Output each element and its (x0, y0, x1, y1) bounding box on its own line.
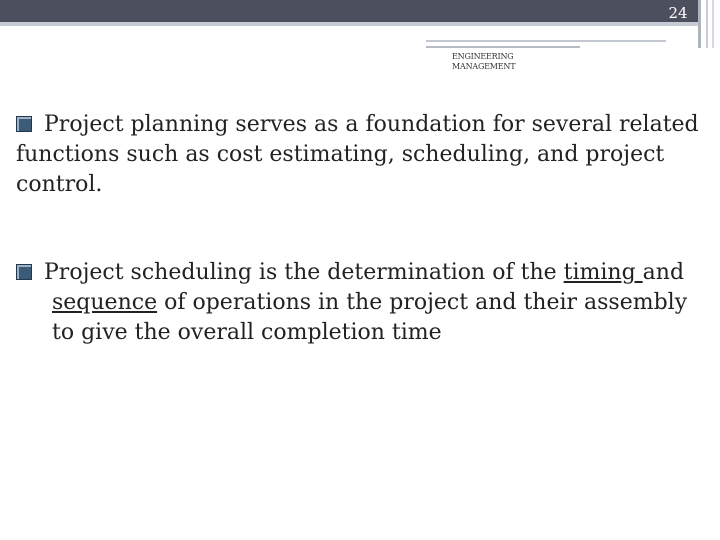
bullet-item-scheduling (16, 258, 712, 348)
header-label: ENGINEERING MANAGEMENT (452, 52, 516, 71)
header-accent-bar (0, 22, 698, 26)
checkbox-bullet-icon (16, 264, 32, 280)
header-vertical-rule-2 (706, 0, 708, 48)
bullet-text-part3: of operations in the project and their assembly to give the overall completion time (52, 290, 688, 345)
header-vertical-rule-3 (712, 0, 714, 48)
bullet-item-planning (16, 110, 706, 200)
header-vertical-rule (698, 0, 701, 48)
bullet-text-part1: Project scheduling is the determination of the (44, 260, 564, 285)
bullet-text: Project planning serves as a foundation for several related functions such as cost estimating, scheduling, and project control. (16, 112, 699, 197)
page-number: 24 (668, 4, 688, 22)
header-horizontal-rule-2 (426, 46, 580, 48)
underlined-sequence: sequence (52, 290, 158, 315)
header-horizontal-rule (426, 40, 666, 42)
underlined-timing: timing (563, 260, 643, 285)
checkbox-bullet-icon (16, 116, 32, 132)
bullet-text-part2: and (642, 260, 685, 285)
header-bar (0, 0, 698, 22)
